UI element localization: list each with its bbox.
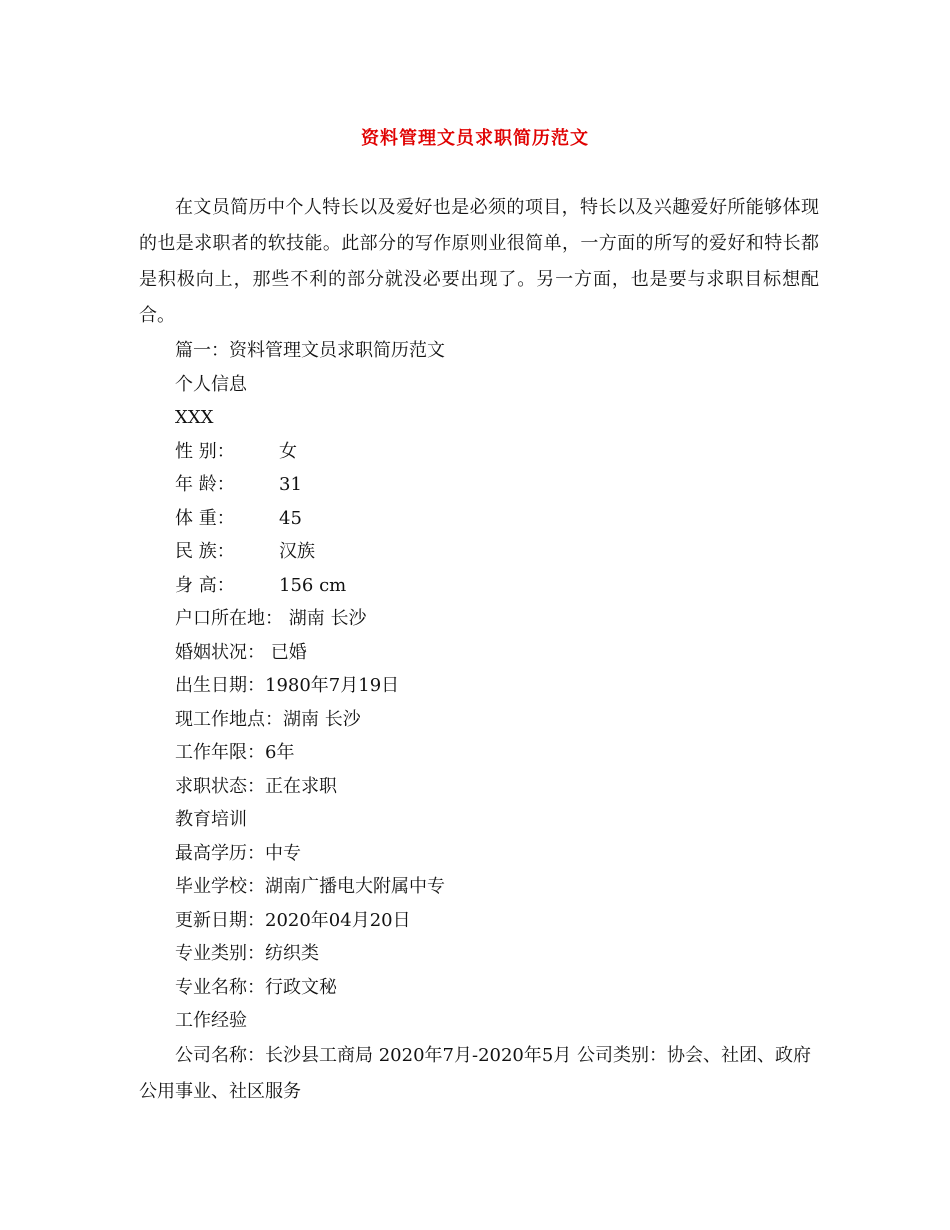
field-work-years: [139, 736, 829, 770]
field-label: 专业名称：: [175, 976, 265, 998]
company-entry: 公司名称：长沙县工商局 2020年7月-2020年5月 公司类别：协会、社团、政府公用事业、社区服务: [139, 1044, 812, 1102]
field-label: 身 高：: [175, 574, 235, 596]
field-value: 正在求职: [265, 775, 337, 797]
field-label: 专业类别：: [175, 943, 265, 964]
field-height: [139, 569, 829, 603]
field-value: 纺织类: [265, 943, 319, 964]
field-label: 年 龄：: [175, 474, 235, 495]
field-label: 最高学历：: [175, 842, 265, 864]
field-value: 2020年04月20日: [265, 909, 411, 931]
field-value: 中专: [265, 842, 301, 864]
field-label: 现工作地点：: [175, 708, 283, 730]
field-school: [139, 870, 829, 904]
resume-content: [139, 334, 829, 1110]
field-hukou: [139, 602, 829, 636]
field-label: 性 别：: [175, 440, 235, 462]
work-experience-heading: 工作经验: [175, 1010, 247, 1031]
field-label: 出生日期：: [175, 675, 265, 696]
field-work-location: [139, 703, 829, 737]
field-label: 体 重：: [175, 507, 235, 529]
section-heading: 篇一：资料管理文员求职简历范文: [175, 340, 445, 361]
field-ethnicity: [139, 535, 829, 569]
field-update-date: [139, 904, 829, 938]
field-value: 湖南 长沙: [283, 608, 367, 629]
personal-info-heading: 个人信息: [175, 373, 247, 395]
field-age: [139, 468, 829, 502]
field-value: 已婚: [265, 641, 307, 663]
field-value: 行政文秘: [265, 976, 337, 998]
field-label: 户口所在地：: [175, 608, 283, 629]
field-value: 31: [279, 474, 302, 495]
field-label: 求职状态：: [175, 775, 265, 797]
applicant-name: XXX: [175, 407, 214, 428]
field-label: 婚姻状况：: [175, 641, 265, 663]
document-title: 资料管理文员求职简历范文: [361, 128, 589, 149]
field-job-status: [139, 770, 829, 804]
field-label: 更新日期：: [175, 909, 265, 931]
field-marital-status: [139, 636, 829, 670]
field-label: 工作年限：: [175, 742, 265, 763]
field-value: 汉族: [279, 541, 315, 562]
intro-paragraph: 在文员简历中个人特长以及爱好也是必须的项目，特长以及兴趣爱好所能够体现的也是求职者的软技能。此部分的写作原则业很简单，一方面的所写的爱好和特长都是积极向上，那些不利的部分就没必要出现了。另一方面，也是要与求职目标想配合。: [139, 197, 819, 326]
field-major-category: [139, 937, 829, 971]
field-value: 女: [279, 440, 297, 462]
field-value: 1980年7月19日: [265, 675, 400, 696]
field-label: 毕业学校：: [175, 876, 265, 897]
field-weight: [139, 502, 829, 536]
field-birth-date: [139, 669, 829, 703]
education-heading: 教育培训: [175, 809, 247, 830]
field-value: 156 cm: [279, 574, 347, 596]
field-gender: [139, 435, 829, 469]
field-value: 45: [279, 507, 302, 529]
field-label: 民 族：: [175, 541, 235, 562]
field-major-name: [139, 971, 829, 1005]
field-value: 湖南 长沙: [283, 708, 361, 730]
field-highest-degree: [139, 837, 829, 871]
field-value: 6年: [265, 742, 295, 763]
field-value: 湖南广播电大附属中专: [265, 876, 445, 897]
